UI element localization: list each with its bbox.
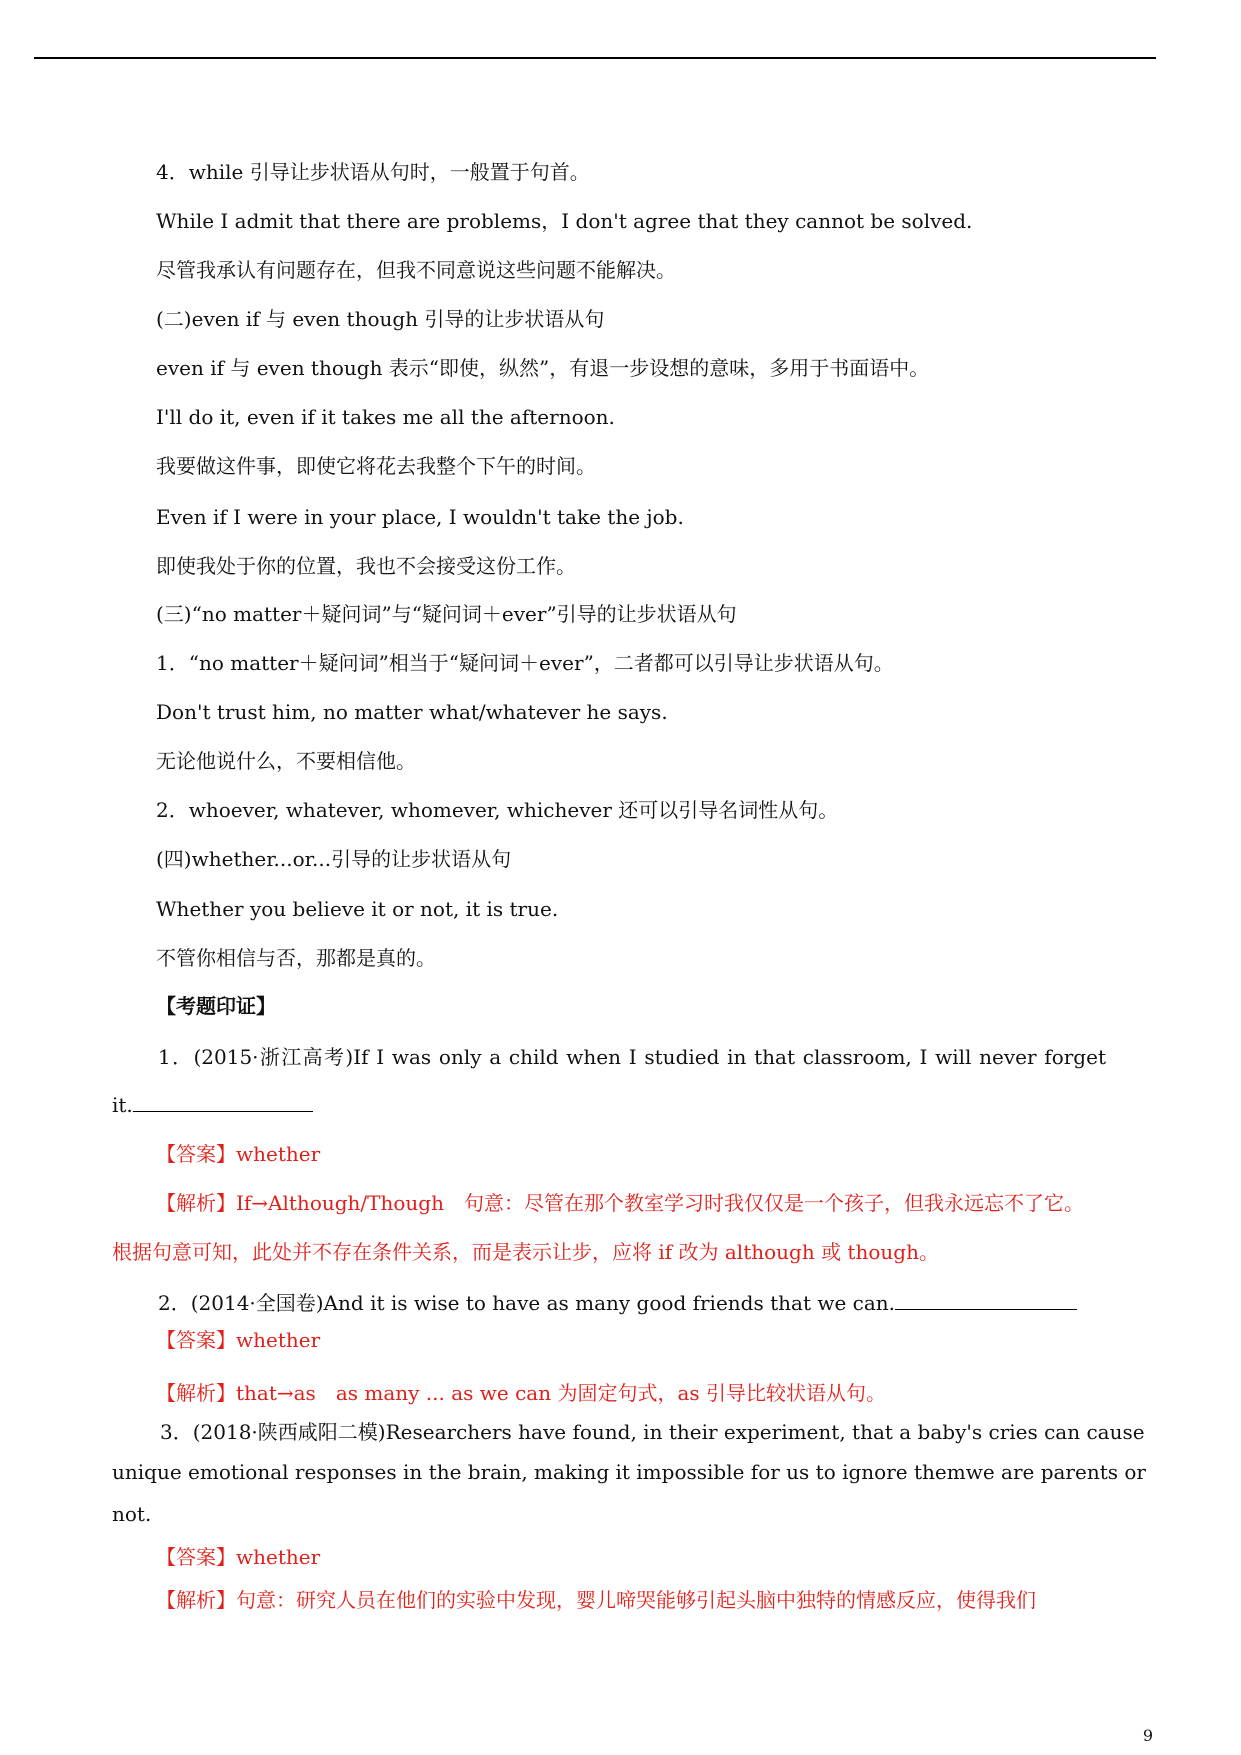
text-line: 4．while 引导让步状语从句时，一般置于句首。 [156, 160, 590, 184]
text-line: 1．“no matter＋疑问词”相当于“疑问词＋ever”，二者都可以引导让步状语从句。 [156, 651, 894, 675]
question-3-answer: 【答案】whether [156, 1545, 321, 1569]
answer-blank [133, 1093, 313, 1112]
question-2-analysis: 【解析】that→as as many ... as we can 为固定句式，as 引导比较状语从句。 [156, 1381, 886, 1405]
question-2-answer: 【答案】whether [156, 1328, 321, 1352]
section-heading: (三)“no matter＋疑问词”与“疑问词＋ever”引导的让步状语从句 [156, 602, 737, 626]
text-line: 尽管我承认有问题存在，但我不同意说这些问题不能解决。 [156, 258, 676, 282]
section-heading: (二)even if 与 even though 引导的让步状语从句 [156, 307, 605, 331]
answer-blank [895, 1291, 1077, 1310]
text-line: Don't trust him, no matter what/whatever he says. [156, 700, 668, 724]
header-rule [34, 57, 1156, 59]
text-line: Whether you believe it or not, it is true. [156, 897, 559, 921]
text-line: 不管你相信与否，那都是真的。 [156, 946, 436, 970]
question-1-analysis-line-1: 【解析】If→Although/Though 句意：尽管在那个教室学习时我仅仅是一个孩子，但我永远忘不了它。 [156, 1191, 1084, 1215]
question-1-answer: 【答案】whether [156, 1142, 321, 1166]
question-2-text: 2．(2014·全国卷)And it is wise to have as many good friends that we can. [158, 1291, 896, 1315]
question-1-text: it. [112, 1093, 133, 1117]
exam-heading: 【考题印证】 [156, 994, 276, 1018]
question-1-line-2 [112, 1091, 313, 1119]
text-line: 我要做这件事，即使它将花去我整个下午的时间。 [156, 454, 596, 478]
question-3-text-b: we are parents or [965, 1460, 1146, 1484]
text-line: 无论他说什么，不要相信他。 [156, 749, 416, 773]
question-1-analysis-line-2: 根据句意可知，此处并不存在条件关系，而是表示让步，应将 if 改为 although 或 though。 [112, 1240, 939, 1264]
question-3-line-3: not. [112, 1502, 152, 1526]
text-line: While I admit that there are problems，I don't agree that they cannot be solved. [156, 209, 973, 233]
text-line: even if 与 even though 表示“即使，纵然”，有退一步设想的意味，多用于书面语中。 [156, 356, 930, 380]
question-3-line-2 [112, 1458, 1146, 1486]
question-1-line-1: 1．(2015·浙江高考)If I was only a child when I studied in that classroom, I will never forget [158, 1045, 1106, 1069]
question-3-text-a: unique emotional responses in the brain, making it impossible for us to ignore them [112, 1460, 966, 1484]
text-line: I'll do it, even if it takes me all the afternoon. [156, 405, 615, 429]
text-line: 即使我处于你的位置，我也不会接受这份工作。 [156, 554, 576, 578]
page-number: 9 [1142, 1726, 1153, 1745]
question-3-line-1: 3．(2018·陕西咸阳二模)Researchers have found, in their experiment, that a baby's cries can cause [160, 1420, 1145, 1444]
question-3-analysis: 【解析】句意：研究人员在他们的实验中发现，婴儿啼哭能够引起头脑中独特的情感反应，使得我们 [156, 1588, 1036, 1612]
section-heading: (四)whether...or...引导的让步状语从句 [156, 847, 512, 871]
text-line: 2．whoever, whatever, whomever, whichever 还可以引导名词性从句。 [156, 798, 839, 822]
question-2 [158, 1289, 1077, 1317]
text-line: Even if I were in your place, I wouldn't take the job. [156, 505, 684, 529]
